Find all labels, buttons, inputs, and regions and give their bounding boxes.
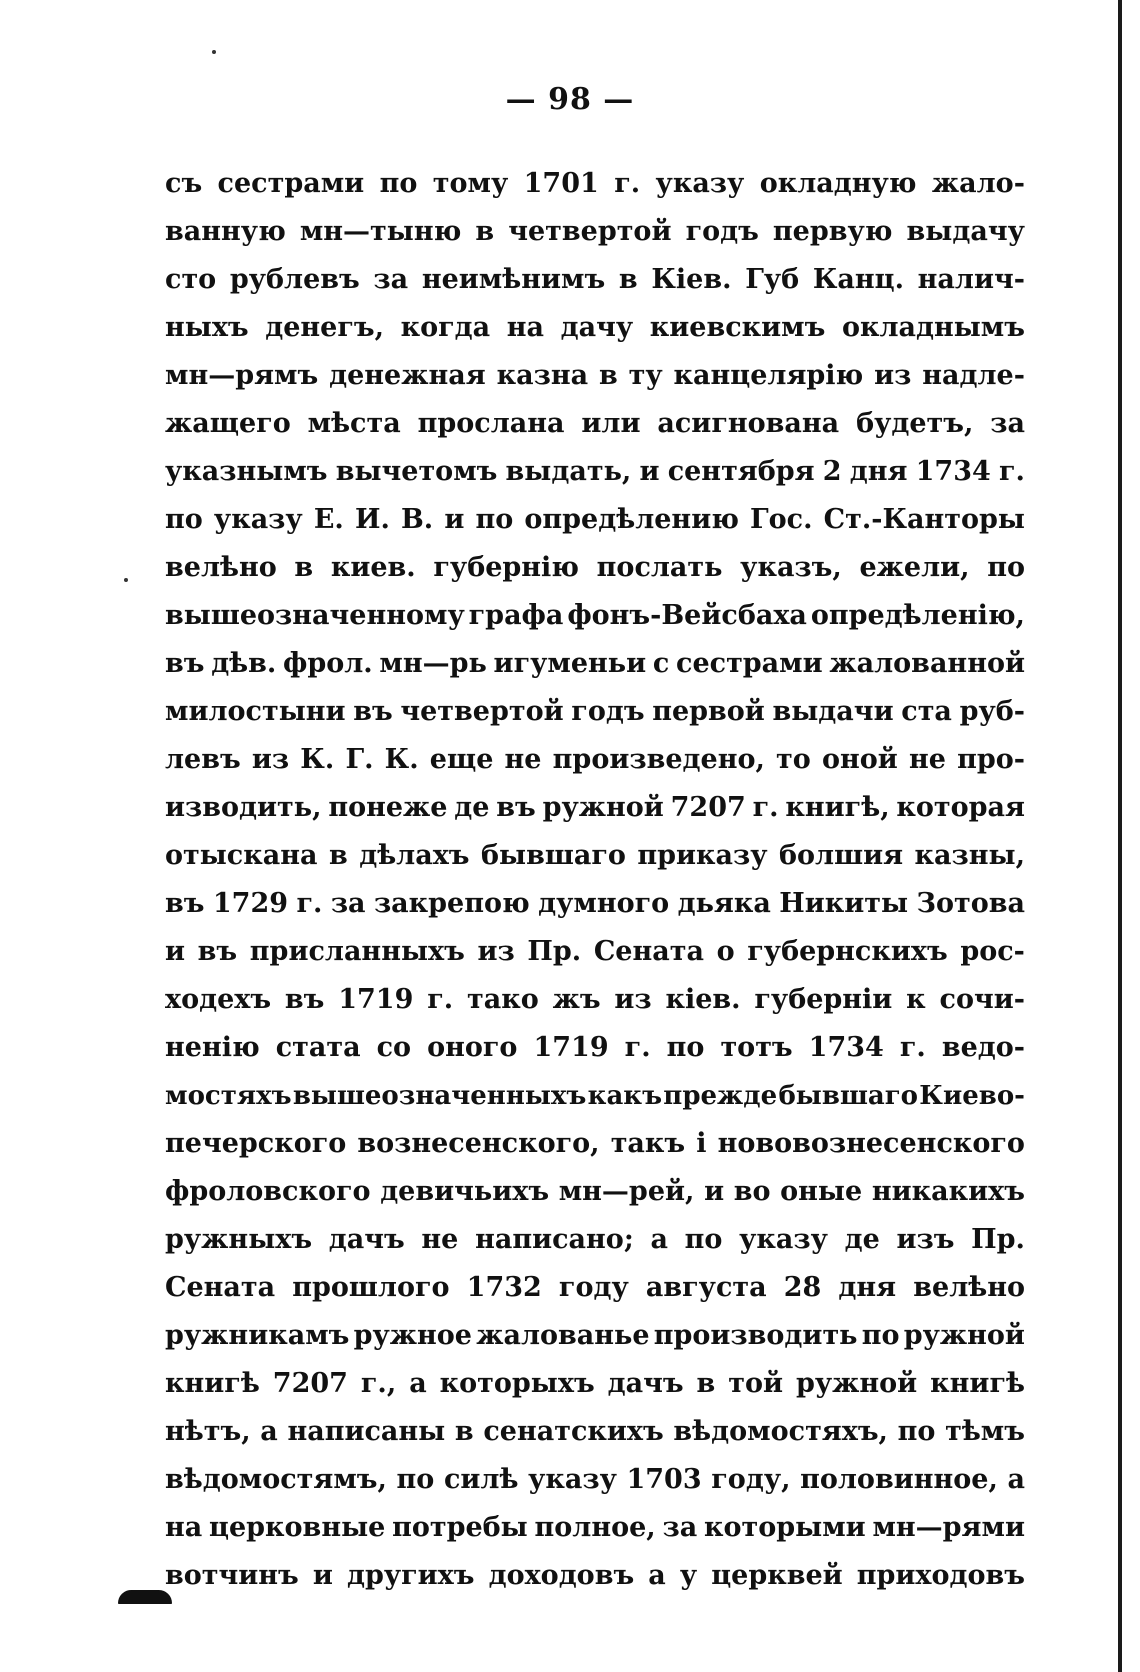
text-line: фроловского девичьихъ мн—рей, и во оные никакихъ <box>165 1176 1025 1207</box>
text-line: отыскана в дѣлахъ бывшаго приказу болшия казны, <box>165 840 1025 871</box>
text-line: жащего мѣста прослана или асигнована будетъ, за <box>165 408 1025 439</box>
text-line: вотчинъ и другихъ доходовъ а у церквей приходовъ <box>165 1560 1025 1591</box>
text-line: книгѣ 7207 г., а которыхъ дачъ в той ружной книгѣ <box>165 1368 1025 1399</box>
text-line: вѣдомостямъ, по силѣ указу 1703 году, половинное, а <box>165 1464 1025 1495</box>
text-line: на церковные потребы полное, за которыми мн—рями <box>165 1512 1025 1543</box>
text-line: левъ из К. Г. К. еще не произведено, то оной не про- <box>165 744 1025 775</box>
text-line: въ дѣв. фрол. мн—рь игуменьи с сестрами жалованной <box>165 648 1025 679</box>
text-line: вышеозначенному графа фонъ-Вейсбаха опредѣленiю, <box>165 600 1025 631</box>
speck <box>124 578 128 582</box>
text-line: ненiю стата со оного 1719 г. по тотъ 1734 г. ведо- <box>165 1032 1025 1063</box>
text-line: печерского вознесенского, такъ і нововознесенского <box>165 1128 1025 1159</box>
body-text <box>165 160 1025 1600</box>
page-number: — 98 — <box>505 82 635 117</box>
text-line: велѣно в киев. губернiю послать указъ, ежели, по <box>165 552 1025 583</box>
text-line: съ сестрами по тому 1701 г. указу окладную жало- <box>165 168 1025 199</box>
text-line: ходехъ въ 1719 г. тако жъ из кiев. губернiи к сочи- <box>165 984 1025 1015</box>
text-line: ванную мн—тыню в четвертой годъ первую выдачу <box>165 216 1025 247</box>
text-line: изводить, понеже де въ ружной 7207 г. книгѣ, которая <box>165 792 1025 823</box>
text-line: и въ присланныхъ из Пр. Сената о губернскихъ рос- <box>165 936 1025 967</box>
text-line: Сената прошлого 1732 году августа 28 дня велѣно <box>165 1272 1025 1303</box>
text-line: указнымъ вычетомъ выдать, и сентября 2 дня 1734 г. <box>165 456 1025 487</box>
speck <box>212 50 216 54</box>
text-line: милостыни въ четвертой годъ первой выдачи ста руб- <box>165 696 1025 727</box>
text-line: нѣтъ, а написаны в сенатскихъ вѣдомостяхъ, по тѣмъ <box>165 1416 1025 1447</box>
ink-blot <box>118 1590 172 1604</box>
text-line: ружникамъ ружное жалованье производить по ружной <box>165 1320 1025 1351</box>
text-line: мн—рямъ денежная казна в ту канцелярiю из надле- <box>165 360 1025 391</box>
text-line: сто рублевъ за неимѣнимъ в Кiев. Губ Канц. налич- <box>165 264 1025 295</box>
page-edge-line <box>1118 0 1122 1672</box>
text-line: по указу Е. И. В. и по опредѣлению Гос. Ст.-Канторы <box>165 504 1025 535</box>
text-line: ружныхъ дачъ не написано; а по указу де изъ Пр. <box>165 1224 1025 1255</box>
text-line: въ 1729 г. за закрепою думного дьяка Никиты Зотова <box>165 888 1025 919</box>
text-line: ныхъ денегъ, когда на дачу киевскимъ окладнымъ <box>165 312 1025 343</box>
text-line: мостяхъ вышеозначенныхъ какъ прежде бывшаго Киево- <box>165 1081 1025 1111</box>
